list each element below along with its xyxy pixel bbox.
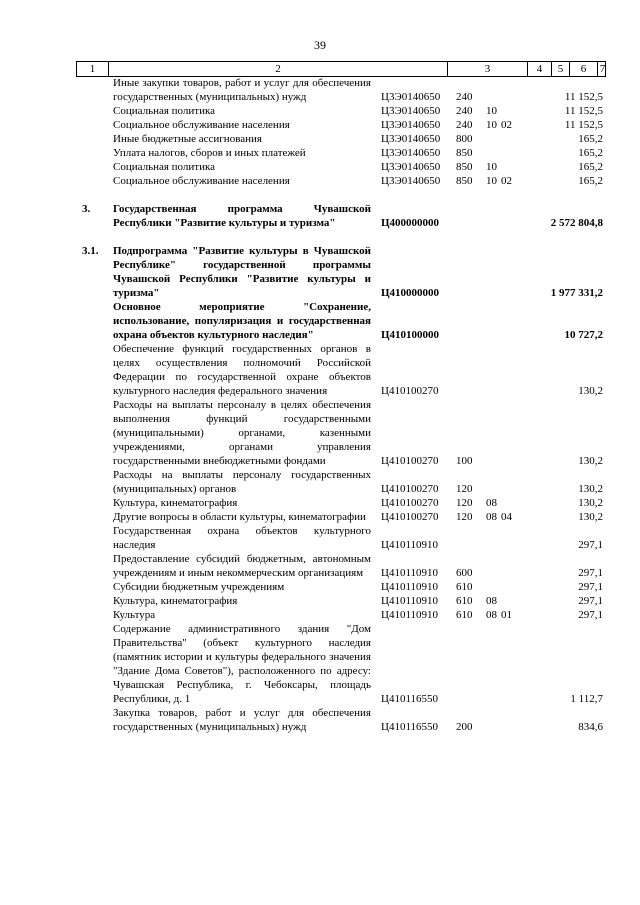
- row-name: Расходы на выплаты персоналу в целях обеспечения выполнения функций государственными (муниципальными) органами, казенными учреждениями, органами управления государственными внебюджетными фондами: [113, 399, 371, 467]
- row-code: Ц410110910: [381, 567, 439, 579]
- row-name: Государственная охрана объектов культурного наследия: [113, 525, 371, 551]
- row-vr: 100: [456, 455, 473, 467]
- table-row: [0, 146, 640, 160]
- row-amount: 2 572 804,8: [550, 217, 603, 229]
- row-amount: 834,6: [578, 721, 603, 733]
- row-name: Закупка товаров, работ и услуг для обеспечения государственных (муниципальных) нужд: [113, 707, 371, 733]
- table-row: [0, 580, 640, 594]
- row-code: Ц3Э0140650: [381, 119, 441, 131]
- row-name: Расходы на выплаты персоналу государственных (муниципальных) органов: [113, 469, 371, 495]
- row-amount: 130,2: [578, 455, 603, 467]
- table-header: [76, 61, 606, 77]
- page-number: 39: [314, 38, 326, 52]
- header-col-7: 7: [599, 63, 606, 75]
- row-vr: 800: [456, 133, 473, 145]
- row-vr: 610: [456, 581, 473, 593]
- row-amount: 1 112,7: [570, 693, 603, 705]
- row-code: Ц410100000: [381, 329, 440, 341]
- row-name: Социальная политика: [113, 161, 216, 173]
- row-number: 3.: [82, 203, 91, 215]
- table-row: [0, 118, 640, 132]
- spacer-row: [0, 230, 640, 244]
- row-pr: 02: [501, 119, 512, 131]
- row-amount: 130,2: [578, 385, 603, 397]
- row-code: Ц410100270: [381, 385, 439, 397]
- row-name: Уплата налогов, сборов и иных платежей: [113, 147, 306, 159]
- row-number: 3.1.: [82, 245, 99, 257]
- row-pr: 04: [501, 511, 512, 523]
- header-col-5: 5: [552, 62, 570, 76]
- table-row: [0, 300, 640, 342]
- table-row: [0, 398, 640, 468]
- row-rz: 08: [486, 497, 497, 509]
- row-amount: 297,1: [578, 595, 603, 607]
- row-name: Обеспечение функций государственных органов в целях осуществления полномочий Российской Федерации по государственной охране объектов культурного наследия федерального значения: [113, 343, 371, 397]
- table-row: [0, 594, 640, 608]
- row-vr: 600: [456, 567, 473, 579]
- table-row: [0, 706, 640, 734]
- row-amount: 297,1: [578, 581, 603, 593]
- row-code: Ц3Э0140650: [381, 91, 441, 103]
- table-row: [0, 132, 640, 146]
- row-amount: 297,1: [578, 567, 603, 579]
- row-vr: 850: [456, 161, 473, 173]
- row-amount: 165,2: [578, 175, 603, 187]
- row-code: Ц410110910: [381, 539, 439, 551]
- row-name: Государственная программа Чувашской Республики "Развитие культуры и туризма": [113, 203, 371, 229]
- row-vr: 120: [456, 483, 473, 495]
- row-name: Культура, кинематография: [113, 497, 238, 509]
- header-col-1: 1: [77, 62, 109, 76]
- row-name: Социальная политика: [113, 105, 216, 117]
- row-rz: 08: [486, 511, 497, 523]
- row-name: Социальное обслуживание населения: [113, 175, 290, 187]
- header-col-6: 6: [570, 62, 598, 76]
- row-code: Ц410100270: [381, 497, 439, 509]
- table-row: [0, 160, 640, 174]
- row-name: Другие вопросы в области культуры, кинематографии: [113, 511, 366, 523]
- row-code: Ц3Э0140650: [381, 133, 441, 145]
- table-row: [0, 342, 640, 398]
- row-vr: 240: [456, 105, 473, 117]
- row-amount: 297,1: [578, 539, 603, 551]
- table-row: [0, 510, 640, 524]
- row-pr: 02: [501, 175, 512, 187]
- row-code: Ц410110910: [381, 595, 439, 607]
- row-vr: 200: [456, 721, 473, 733]
- row-vr: 610: [456, 609, 473, 621]
- row-vr: 120: [456, 511, 473, 523]
- row-amount: 165,2: [578, 161, 603, 173]
- row-amount: 165,2: [578, 147, 603, 159]
- header-col-3: 3: [448, 62, 528, 76]
- row-code: Ц3Э0140650: [381, 105, 441, 117]
- table-row: [0, 174, 640, 188]
- row-code: Ц3Э0140650: [381, 147, 441, 159]
- row-amount: 130,2: [578, 497, 603, 509]
- table-row: [0, 608, 640, 622]
- table-row: [0, 524, 640, 552]
- row-vr: 850: [456, 147, 473, 159]
- row-amount: 11 152,5: [564, 119, 603, 131]
- row-rz: 10: [486, 175, 497, 187]
- row-rz: 10: [486, 161, 497, 173]
- row-name: Основное мероприятие "Сохранение, использование, популяризация и государственная охрана объектов культурного наследия": [113, 301, 371, 341]
- row-name: Содержание административного здания "Дом Правительства" (объект культурного наследия (памятник истории и культуры федерального значения "Здание Дома Советов"), расположенного по адресу: Чувашская Республика, г. Чебоксары, площадь Республики, д. 1: [113, 623, 371, 705]
- table-row: [0, 202, 640, 230]
- row-amount: 11 152,5: [564, 91, 603, 103]
- row-code: Ц410116550: [381, 693, 439, 705]
- row-pr: 01: [501, 609, 512, 621]
- table-row: [0, 468, 640, 496]
- row-code: Ц410000000: [381, 287, 440, 299]
- row-code: Ц410110910: [381, 581, 439, 593]
- table-row: [0, 622, 640, 706]
- row-rz: 08: [486, 595, 497, 607]
- row-name: Иные бюджетные ассигнования: [113, 133, 262, 145]
- row-amount: 297,1: [578, 609, 603, 621]
- row-code: Ц400000000: [381, 217, 440, 229]
- row-amount: 130,2: [578, 483, 603, 495]
- row-name: Иные закупки товаров, работ и услуг для обеспечения государственных (муниципальных) нужд: [113, 77, 371, 103]
- row-name: Культура, кинематография: [113, 595, 238, 607]
- row-code: Ц410116550: [381, 721, 439, 733]
- row-rz: 08: [486, 609, 497, 621]
- row-rz: 10: [486, 105, 497, 117]
- row-code: Ц410100270: [381, 511, 439, 523]
- header-col-2: 2: [109, 62, 448, 76]
- row-vr: 240: [456, 91, 473, 103]
- row-vr: 120: [456, 497, 473, 509]
- table-row: [0, 552, 640, 580]
- row-name: Субсидии бюджетным учреждениям: [113, 581, 285, 593]
- row-vr: 240: [456, 119, 473, 131]
- row-code: Ц3Э0140650: [381, 161, 441, 173]
- row-amount: 1 977 331,2: [550, 287, 603, 299]
- table-row: [0, 104, 640, 118]
- row-name: Предоставление субсидий бюджетным, автономным учреждениям и иным некоммерческим организациям: [113, 553, 371, 579]
- row-code: Ц410110910: [381, 609, 439, 621]
- table-row: [0, 496, 640, 510]
- table-body: [0, 76, 640, 734]
- row-code: Ц3Э0140650: [381, 175, 441, 187]
- spacer-row: [0, 188, 640, 202]
- row-name: Культура: [113, 609, 156, 621]
- table-row: [0, 76, 640, 104]
- row-amount: 130,2: [578, 511, 603, 523]
- row-code: Ц410100270: [381, 483, 439, 495]
- row-name: Социальное обслуживание населения: [113, 119, 290, 131]
- row-amount: 165,2: [578, 133, 603, 145]
- table-row: [0, 244, 640, 300]
- header-col-4: 4: [528, 62, 552, 76]
- row-rz: 10: [486, 119, 497, 131]
- row-amount: 11 152,5: [564, 105, 603, 117]
- row-code: Ц410100270: [381, 455, 439, 467]
- row-amount: 10 727,2: [564, 329, 603, 341]
- row-vr: 850: [456, 175, 473, 187]
- row-vr: 610: [456, 595, 473, 607]
- row-name: Подпрограмма "Развитие культуры в Чувашской Республике" государственной программы Чувашской Республики "Развитие культуры и туризма": [113, 245, 371, 299]
